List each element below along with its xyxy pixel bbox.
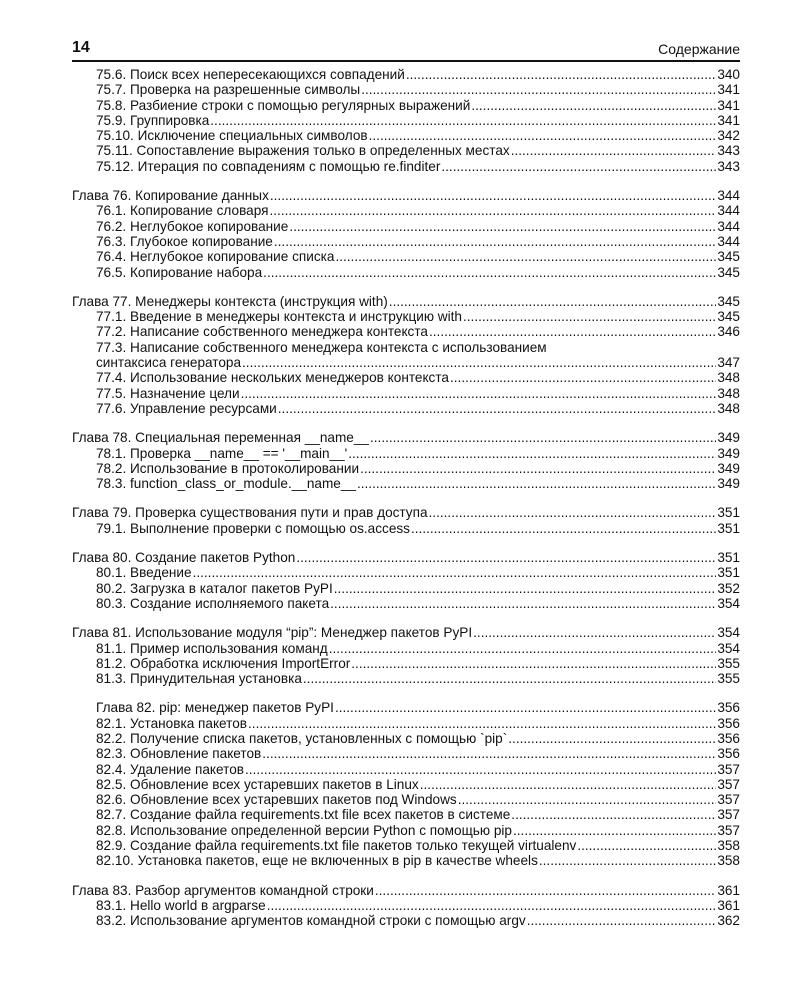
dot-leader — [370, 430, 716, 445]
toc-entry-page: 341 — [717, 82, 740, 98]
toc-section-entry — [72, 98, 740, 113]
dot-leader — [193, 565, 717, 580]
toc-section-entry — [72, 746, 740, 761]
toc-entry-title: 83.1. Hello world в argparse — [96, 897, 266, 913]
toc-section-entry — [72, 234, 740, 249]
dot-leader — [263, 265, 716, 280]
toc-section-entry — [72, 159, 740, 174]
running-head: Содержание — [658, 41, 740, 57]
toc-entry-page: 357 — [717, 776, 740, 792]
dot-leader — [511, 807, 716, 822]
toc-entry-title: 82.3. Обновление пакетов — [96, 746, 262, 762]
toc-entry-title: 78.2. Использование в протоколировании — [96, 460, 360, 476]
toc-group — [72, 294, 740, 416]
toc-entry-title: 81.1. Пример использования команд — [96, 640, 328, 656]
dot-leader — [210, 113, 716, 128]
dot-leader — [334, 581, 717, 596]
toc-section-entry — [72, 641, 740, 656]
toc-entry-title: 76.4. Неглубокое копирование списка — [96, 249, 335, 265]
toc-entry-title: 76.1. Копирование словаря — [96, 203, 269, 219]
toc-chapter-entry — [72, 294, 740, 309]
dot-leader — [270, 188, 716, 203]
toc-entry-title: 82.6. Обновление всех устаревших пакетов под Windows — [96, 792, 457, 808]
toc-entry-title: Глава 76. Копирование данных — [72, 188, 269, 204]
toc-section-entry — [72, 731, 740, 746]
toc-entry-page: 344 — [717, 188, 740, 204]
toc-entry-title: 83.2. Использование аргументов командной строки с помощью argv — [96, 913, 526, 929]
toc-section-entry — [72, 219, 740, 234]
toc-section-entry — [72, 476, 740, 491]
toc-entry-title: 78.3. function_class_or_module.__name__ — [96, 476, 356, 492]
dot-leader — [245, 762, 716, 777]
toc-entry-page: 341 — [717, 112, 740, 128]
dot-leader — [441, 159, 716, 174]
toc-entry-page: 340 — [717, 67, 740, 82]
toc-entry-title: 77.2. Написание собственного менеджера контекста — [96, 324, 428, 340]
toc-section-entry — [72, 596, 740, 611]
toc-chapter-entry — [72, 430, 740, 445]
toc-entry-title: 77.4. Использование нескольких менеджеров контекста — [96, 370, 449, 386]
dot-leader — [303, 671, 716, 686]
toc-entry-title: Глава 77. Менеджеры контекста (инструкция with) — [72, 293, 388, 309]
toc-entry-page: 348 — [717, 385, 740, 401]
dot-leader — [369, 128, 717, 143]
toc-entry-page: 345 — [717, 309, 740, 325]
toc-group — [72, 883, 740, 929]
dot-leader — [539, 853, 716, 868]
toc-entry-page: 348 — [717, 370, 740, 386]
toc-entry-page: 358 — [717, 838, 740, 854]
toc-entry-page: 357 — [717, 822, 740, 838]
toc-entry-title: 82.1. Установка пакетов — [96, 715, 248, 731]
dot-leader — [269, 203, 716, 218]
dot-leader — [511, 143, 717, 158]
dot-leader — [329, 641, 717, 656]
toc-section-entry — [72, 671, 740, 686]
dot-leader — [406, 67, 716, 82]
dot-leader — [375, 883, 716, 898]
toc-section-entry — [72, 340, 740, 355]
toc-group — [72, 430, 740, 491]
toc-entry-page: 351 — [717, 505, 740, 521]
toc-entry-title: 75.8. Разбиение строки с помощью регулярных выражений — [96, 97, 471, 113]
toc-section-entry — [72, 792, 740, 807]
dot-leader — [389, 294, 717, 309]
toc-entry-page: 347 — [717, 355, 740, 371]
toc-entry-page: 344 — [717, 233, 740, 249]
toc-entry-title: 77.5. Назначение цели — [96, 385, 240, 401]
dot-leader — [248, 716, 716, 731]
toc-entry-title: 82.10. Установка пакетов, еще не включенных в pip в качестве wheels — [96, 853, 538, 869]
dot-leader — [242, 355, 716, 370]
toc-entry-title: 77.6. Управление ресурсами — [96, 400, 277, 416]
dot-leader — [458, 792, 717, 807]
toc-entry-title: 82.7. Создание файла requirements.txt file всех пакетов в системе — [96, 807, 511, 823]
toc-entry-page: 361 — [717, 882, 740, 898]
toc-entry-title: 76.2. Неглубокое копирование — [96, 218, 289, 234]
toc-entry-title: 76.3. Глубокое копирование — [96, 233, 273, 249]
toc-section-entry — [72, 203, 740, 218]
toc-entry-title: Глава 79. Проверка существования пути и прав доступа — [72, 505, 428, 521]
toc-group — [72, 505, 740, 536]
toc-chapter-entry — [72, 625, 740, 640]
dot-leader — [361, 82, 716, 97]
dot-leader — [527, 913, 717, 928]
dot-leader — [278, 401, 717, 416]
toc-entry-page: 358 — [717, 853, 740, 869]
toc-entry-page: 346 — [717, 324, 740, 340]
toc-section-entry — [72, 807, 740, 822]
dot-leader — [420, 777, 717, 792]
toc-entry-title: 82.9. Создание файла requirements.txt file пакетов только текущей virtualenv — [96, 838, 577, 854]
toc-entry-page: 356 — [717, 746, 740, 762]
toc-group — [72, 67, 740, 174]
toc-entry-title: 75.12. Итерация по совпадениям с помощью re.finditer — [96, 158, 441, 174]
dot-leader — [330, 596, 716, 611]
toc-chapter-entry — [72, 700, 740, 715]
toc-entry-page: 342 — [717, 128, 740, 144]
toc-entry-title: 78.1. Проверка __name__ == '__main__' — [96, 445, 348, 461]
toc-entry-page: 352 — [717, 580, 740, 596]
toc-entry-page: 351 — [717, 520, 740, 536]
toc-section-entry — [72, 762, 740, 777]
toc-entry-title: 77.3. Написание собственного менеджера контекста с использованием — [96, 339, 547, 355]
toc-entry-title: 75.11. Сопоставление выражения только в определенных местах — [96, 143, 510, 159]
toc-entry-title: синтаксиса генератора — [96, 355, 242, 371]
toc-section-entry — [72, 853, 740, 868]
toc-section-entry — [72, 113, 740, 128]
toc-entry-page: 349 — [717, 430, 740, 446]
dot-leader — [429, 505, 717, 520]
toc-group — [72, 550, 740, 611]
toc-entry-title: Глава 82. pip: менеджер пакетов PyPI — [96, 700, 334, 716]
page-header — [72, 38, 740, 62]
toc-section-entry — [72, 446, 740, 461]
toc-entry-page: 354 — [717, 640, 740, 656]
toc-entry-title: 75.9. Группировка — [96, 112, 210, 128]
toc-entry-title: 82.4. Удаление пакетов — [96, 761, 244, 777]
toc-entry-title: Глава 78. Специальная переменная __name__ — [72, 430, 369, 446]
toc-entry-page: 344 — [717, 203, 740, 219]
toc-entry-page: 357 — [717, 792, 740, 808]
toc-entry-title: 75.6. Поиск всех непересекающихся совпадений — [96, 67, 405, 82]
dot-leader — [429, 324, 716, 339]
toc-entry-page: 351 — [717, 550, 740, 566]
toc-entry-title: 80.1. Введение — [96, 565, 192, 581]
toc-entry-title: 75.7. Проверка на разрешенные символы — [96, 82, 361, 98]
toc-group — [72, 188, 740, 280]
toc-entry-page: 355 — [717, 671, 740, 687]
toc-entry-page: 349 — [717, 445, 740, 461]
toc-entry-page: 345 — [717, 293, 740, 309]
toc-entry-page: 355 — [717, 655, 740, 671]
toc-entry-page: 351 — [717, 565, 740, 581]
toc-section-entry — [72, 461, 740, 476]
toc-section-entry — [72, 521, 740, 536]
toc-entry-title: 76.5. Копирование набора — [96, 264, 263, 280]
toc-entry-page: 345 — [717, 249, 740, 265]
dot-leader — [450, 370, 716, 385]
dot-leader — [411, 521, 716, 536]
toc-section-entry — [72, 370, 740, 385]
dot-leader — [274, 234, 716, 249]
dot-leader — [473, 625, 716, 640]
toc-entry-page: 344 — [717, 218, 740, 234]
dot-leader — [348, 446, 716, 461]
toc-section-entry — [72, 401, 740, 416]
dot-leader — [360, 461, 716, 476]
toc-entry-title: 80.3. Создание исполняемого пакета — [96, 595, 330, 611]
toc-entry-page: 349 — [717, 460, 740, 476]
toc-section-entry — [72, 898, 740, 913]
toc-entry-page: 345 — [717, 264, 740, 280]
dot-leader — [577, 838, 716, 853]
toc-entry-title: 82.5. Обновление всех устаревших пакетов в Linux — [96, 776, 419, 792]
toc-section-entry — [72, 128, 740, 143]
toc-entry-title: 82.8. Использование определенной версии Python с помощью pip — [96, 822, 512, 838]
toc-section-entry — [72, 67, 740, 82]
dot-leader — [289, 219, 716, 234]
dot-leader — [471, 98, 716, 113]
toc-entry-page: 343 — [717, 158, 740, 174]
dot-leader — [463, 309, 716, 324]
toc-group — [72, 700, 740, 868]
toc-section-entry — [72, 581, 740, 596]
toc-entry-title: 81.3. Принудительная установка — [96, 671, 302, 687]
toc-entry-title: 77.1. Введение в менеджеры контекста и инструкцию with — [96, 309, 462, 325]
dot-leader — [508, 731, 716, 746]
page-number: 14 — [72, 39, 90, 56]
toc-entry-page: 357 — [717, 761, 740, 777]
toc-chapter-entry — [72, 550, 740, 565]
toc-entry-title: Глава 80. Создание пакетов Python — [72, 550, 296, 566]
toc-section-entry — [72, 309, 740, 324]
toc-entry-page: 362 — [717, 913, 740, 929]
toc-entry-title: Глава 83. Разбор аргументов командной строки — [72, 882, 374, 898]
dot-leader — [241, 386, 717, 401]
toc-entry-page: 354 — [717, 595, 740, 611]
toc-group — [72, 625, 740, 686]
toc-entry-page: 357 — [717, 807, 740, 823]
toc-chapter-entry — [72, 505, 740, 520]
toc-section-entry — [72, 656, 740, 671]
toc-section-entry — [72, 143, 740, 158]
toc-entry-page: 361 — [717, 897, 740, 913]
toc-entry-title: 81.2. Обработка исключения ImportError — [96, 655, 351, 671]
toc-chapter-entry — [72, 188, 740, 203]
toc-entry-title: 75.10. Исключение специальных символов — [96, 128, 368, 144]
dot-leader — [351, 656, 716, 671]
toc-section-entry — [72, 823, 740, 838]
toc-entry-title: Глава 81. Использование модуля “pip”: Менеджер пакетов PyPI — [72, 625, 473, 641]
dot-leader — [335, 700, 716, 715]
dot-leader — [357, 476, 716, 491]
toc-entry-page: 354 — [717, 625, 740, 641]
dot-leader — [267, 898, 717, 913]
toc-section-entry — [72, 777, 740, 792]
toc-entry-page: 343 — [717, 143, 740, 159]
toc-entry-title: 82.2. Получение списка пакетов, установленных с помощью `pip` — [96, 730, 508, 746]
toc-section-entry — [72, 324, 740, 339]
toc-section-entry — [72, 265, 740, 280]
toc-entry-title: 80.2. Загрузка в каталог пакетов PyPI — [96, 580, 333, 596]
dot-leader — [335, 249, 716, 264]
toc-entry-page: 356 — [717, 730, 740, 746]
toc-section-entry — [72, 716, 740, 731]
toc-entry-page: 356 — [717, 715, 740, 731]
toc-section-entry — [72, 913, 740, 928]
toc-chapter-entry — [72, 883, 740, 898]
toc-section-entry — [72, 386, 740, 401]
table-of-contents — [72, 67, 740, 943]
toc-entry-page: 341 — [717, 97, 740, 113]
toc-section-entry — [72, 249, 740, 264]
toc-entry-page: 349 — [717, 476, 740, 492]
toc-entry-title: 79.1. Выполнение проверки с помощью os.access — [96, 520, 410, 536]
dot-leader — [513, 823, 716, 838]
toc-entry-page: 348 — [717, 400, 740, 416]
toc-section-entry — [72, 838, 740, 853]
toc-section-entry — [72, 565, 740, 580]
toc-section-entry — [72, 355, 740, 370]
dot-leader — [262, 746, 716, 761]
dot-leader — [296, 550, 716, 565]
toc-entry-page: 356 — [717, 700, 740, 716]
toc-section-entry — [72, 82, 740, 97]
